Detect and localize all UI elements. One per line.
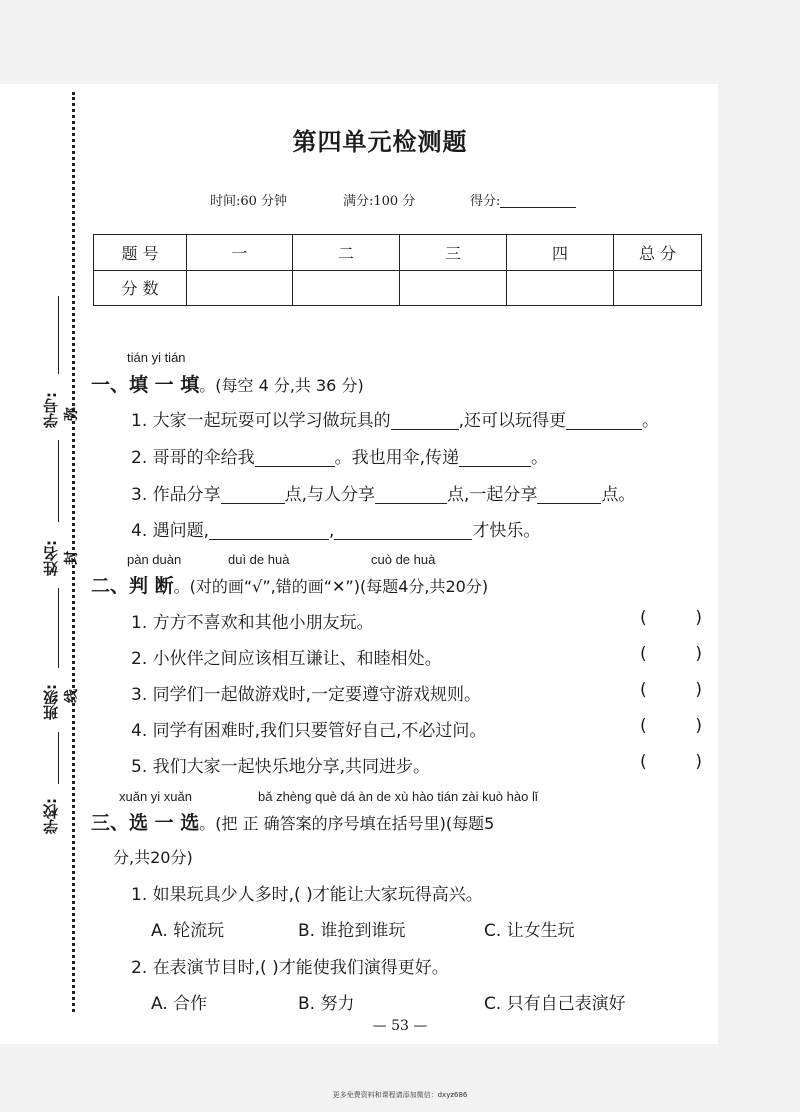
fill-question-4 — [131, 516, 540, 541]
fill-question-3 — [131, 480, 635, 505]
binding-char-feng: 封 — [64, 551, 80, 565]
section2-note: 。(对的画“√”,错的画“✕”)(每题4分,共20分) — [173, 577, 489, 596]
section1-title: 一、填 一 填 — [91, 374, 200, 396]
student-id-line — [58, 296, 59, 374]
section2-pinyin-2: duì de huà — [228, 552, 290, 567]
paren-open: ( — [640, 680, 647, 700]
section2-pinyin-1: pàn duàn — [127, 552, 182, 567]
section3-note: 。(把 正 确答案的序号填在括号里)(每题5 — [199, 814, 495, 833]
fill-q3-blank-3[interactable] — [537, 487, 601, 504]
paren-close: ) — [695, 752, 702, 772]
choice-q2-option-c[interactable]: C. 只有自己表演好 — [484, 994, 626, 1014]
scan-margin-bottom — [0, 1044, 800, 1112]
student-id-label: 学号: — [42, 392, 60, 428]
judge-answer-5[interactable] — [640, 752, 702, 772]
fill-q4-text-b: , — [329, 521, 335, 541]
name-label: 姓名: — [42, 540, 60, 576]
score-cell-part-1[interactable] — [187, 270, 293, 306]
class-line — [58, 588, 59, 668]
judge-answer-3[interactable] — [640, 680, 702, 700]
page-title: 第四单元检测题 — [292, 128, 468, 156]
score-table — [93, 234, 702, 306]
score-row-label: 分 数 — [94, 270, 187, 306]
fill-q3-text-d: 点。 — [601, 485, 636, 505]
header-cell-part-4: 四 — [507, 235, 614, 271]
judge-question-1: 1. 方方不喜欢和其他小朋友玩。 — [131, 613, 374, 633]
section1-pinyin: tián yi tián — [127, 350, 186, 365]
fill-question-2 — [131, 443, 548, 468]
score-blank[interactable] — [500, 195, 576, 208]
fill-q3-blank-1[interactable] — [221, 487, 285, 504]
choice-q1-option-b[interactable]: B. 谁抢到谁玩 — [298, 921, 406, 941]
fill-q2-text-c: 。 — [531, 448, 549, 468]
page-number: — 53 — — [372, 1018, 428, 1034]
scan-margin-right — [718, 84, 800, 1044]
fill-q3-text-c: 点,一起分享 — [447, 485, 538, 505]
fill-q1-text-a: 1. 大家一起玩耍可以学习做玩具的 — [131, 411, 391, 431]
fill-question-1 — [131, 406, 659, 431]
header-cell-part-2: 二 — [293, 235, 400, 271]
section2-pinyin-3: cuò de huà — [371, 552, 436, 567]
header-cell-part-3: 三 — [400, 235, 507, 271]
fill-q3-text-a: 3. 作品分享 — [131, 485, 221, 505]
score-cell-total[interactable] — [614, 270, 702, 306]
choice-q2-option-a[interactable]: A. 合作 — [151, 994, 208, 1014]
section1-note: 。(每空 4 分,共 36 分) — [199, 376, 364, 395]
time-info: 时间:60 分钟 — [210, 194, 288, 209]
fill-q2-blank-2[interactable] — [459, 450, 531, 467]
paren-close: ) — [695, 680, 702, 700]
fill-q2-text-b: 。我也用伞,传递 — [334, 448, 460, 468]
binding-char-mi: 弥 — [64, 407, 80, 421]
judge-question-4: 4. 同学有困难时,我们只要管好自己,不必过问。 — [131, 721, 487, 741]
section2-heading — [91, 571, 488, 598]
paren-open: ( — [640, 752, 647, 772]
score-cell-part-3[interactable] — [400, 270, 507, 306]
paren-open: ( — [640, 644, 647, 664]
section3-title: 三、选 一 选 — [91, 812, 200, 834]
footer-watermark: 更多免费资料和课程请添加微信：dxyz686 — [332, 1091, 468, 1099]
score-cell-part-4[interactable] — [507, 270, 614, 306]
fill-q4-blank-2[interactable] — [334, 523, 472, 540]
paren-open: ( — [640, 608, 647, 628]
score-table-score-row — [94, 270, 702, 306]
choice-question-2: 2. 在表演节目时,( )才能使我们演得更好。 — [131, 958, 449, 978]
section3-pinyin-1: xuǎn yi xuǎn — [119, 789, 192, 804]
fill-q4-blank-1[interactable] — [209, 523, 329, 540]
section3-pinyin-2: bǎ zhèng què dá àn de xù hào tián zài kuò hào lǐ — [258, 789, 538, 804]
score-cell-part-2[interactable] — [293, 270, 400, 306]
paren-close: ) — [695, 644, 702, 664]
choice-q2-option-b[interactable]: B. 努力 — [298, 994, 355, 1014]
fill-q1-blank-2[interactable] — [566, 413, 642, 430]
judge-answer-4[interactable] — [640, 716, 702, 736]
fill-q2-text-a: 2. 哥哥的伞给我 — [131, 448, 255, 468]
fill-q1-blank-1[interactable] — [391, 413, 459, 430]
section3-note-2: 分,共20分) — [113, 848, 193, 867]
fill-q1-text-c: 。 — [642, 411, 660, 431]
name-line — [58, 440, 59, 522]
paren-close: ) — [695, 608, 702, 628]
header-cell-total: 总 分 — [614, 235, 702, 271]
judge-answer-1[interactable] — [640, 608, 702, 628]
choice-q1-option-a[interactable]: A. 轮流玩 — [151, 921, 225, 941]
scan-margin-top — [0, 0, 800, 84]
fill-q3-text-b: 点,与人分享 — [284, 485, 376, 505]
score-label: 得分: — [470, 194, 501, 209]
score-field — [470, 190, 576, 209]
score-table-header-row — [94, 235, 702, 271]
paren-close: ) — [695, 716, 702, 736]
header-cell-question-no: 题 号 — [94, 235, 187, 271]
section3-note-cont — [113, 845, 193, 868]
fill-q4-text-a: 4. 遇问题, — [131, 521, 210, 541]
paren-open: ( — [640, 716, 647, 736]
judge-answer-2[interactable] — [640, 644, 702, 664]
judge-question-5: 5. 我们大家一起快乐地分享,共同进步。 — [131, 757, 431, 777]
fill-q3-blank-2[interactable] — [375, 487, 447, 504]
fill-q1-text-b: ,还可以玩得更 — [458, 411, 567, 431]
header-cell-part-1: 一 — [187, 235, 293, 271]
class-label: 班级: — [42, 684, 60, 720]
choice-q1-option-c[interactable]: C. 让女生玩 — [484, 921, 575, 941]
section3-heading — [91, 808, 494, 835]
binding-char-xian: 线 — [64, 689, 80, 703]
full-score-info: 满分:100 分 — [343, 194, 416, 209]
judge-question-2: 2. 小伙伴之间应该相互谦让、和睦相处。 — [131, 649, 442, 669]
school-label: 学校: — [42, 798, 60, 834]
section1-heading — [91, 370, 364, 397]
section2-title: 二、判 断 — [91, 575, 174, 597]
fill-q2-blank-1[interactable] — [255, 450, 335, 467]
school-line — [58, 732, 59, 784]
choice-question-1: 1. 如果玩具少人多时,( )才能让大家玩得高兴。 — [131, 885, 483, 905]
fill-q4-text-c: 才快乐。 — [472, 521, 541, 541]
judge-question-3: 3. 同学们一起做游戏时,一定要遵守游戏规则。 — [131, 685, 482, 705]
